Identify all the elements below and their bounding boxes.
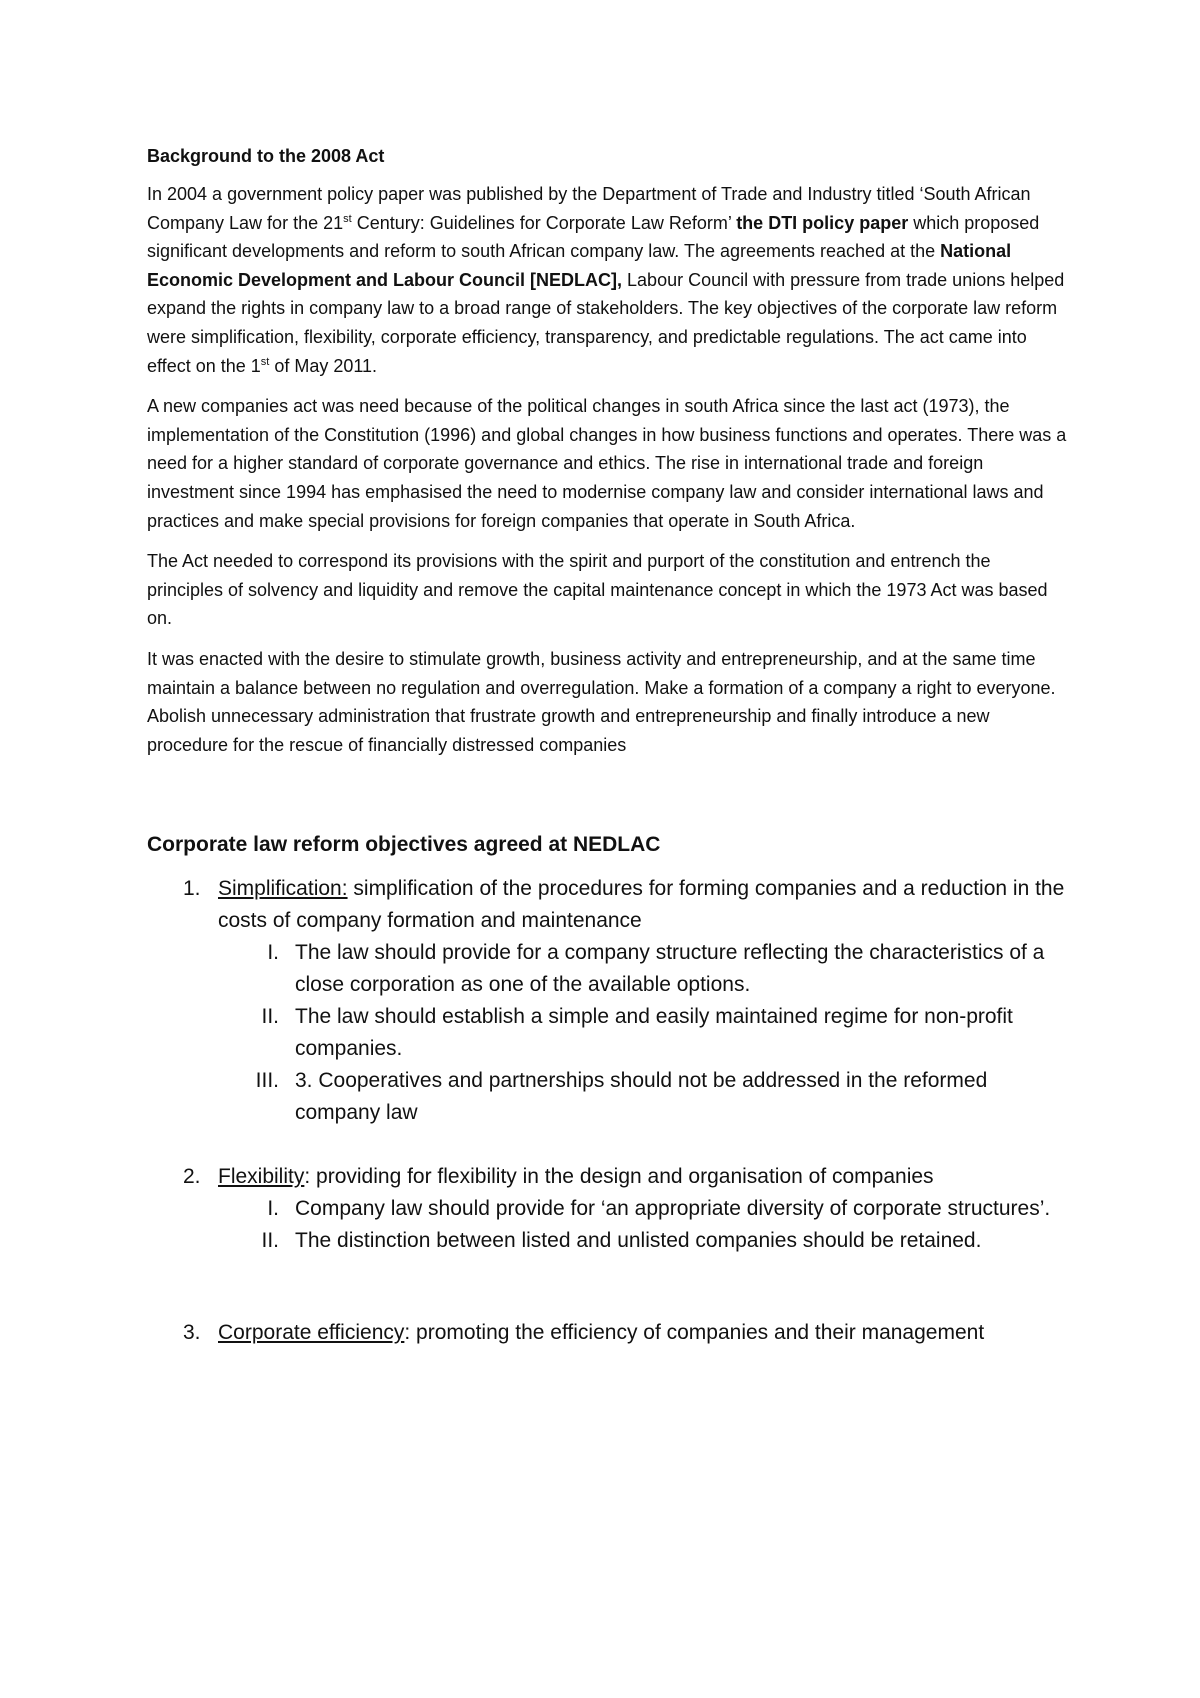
list-item: [147, 1317, 1067, 1349]
objectives-list: [147, 873, 1067, 1349]
sub-list-item-number: I.: [267, 941, 279, 965]
background-paragraph-2: A new companies act was need because of the political changes in south Africa since the last act (1973), the implementation of the Constitution (1996) and global changes in how business functions and operates. There was a need for a higher standard of corporate governance and ethics. The rise in international trade and foreign investment since 1994 has emphasised the need to modernise company law and consider international laws and practices and make special provisions for foreign companies that operate in South Africa.: [147, 396, 1067, 531]
document-page: [147, 144, 1067, 1349]
p1-text-a: In 2004 a government policy paper was published by the Department of Trade and Industry titled ‘South African Company Law for the 21: [147, 184, 1031, 233]
background-heading: Background to the 2008 Act: [147, 146, 385, 166]
list-item-term: Simplification:: [218, 877, 348, 901]
p1-text-c: which proposed significant developments and reform to south African company law. The agreements reached at the: [147, 212, 1040, 262]
sub-list-item: [147, 1225, 1067, 1257]
list-item-text: : providing for flexibility in the design and organisation of companies: [304, 1165, 934, 1189]
sub-list-item: [147, 937, 1067, 1001]
p1-text-e: of May 2011.: [269, 355, 378, 376]
spacer: [147, 1129, 1067, 1161]
p1-text-d: Labour Council with pressure from trade unions helped expand the rights in company law to a broad range of stakeholders. The key objectives of the corporate law reform were simplification, flexibility, corporate efficiency, transparency, and predictable regulations. The act came into effect on the 1: [147, 269, 1065, 376]
background-paragraph-1: [147, 180, 1067, 380]
list-item-text: simplification of the procedures for forming companies and a reduction in the costs of company formation and maintenance: [218, 877, 1065, 933]
p1-superscript-2: st: [260, 355, 270, 368]
sub-list-item: [147, 1001, 1067, 1065]
list-item-term: Corporate efficiency: [218, 1321, 405, 1345]
list-item-number: 2.: [183, 1165, 201, 1189]
sub-list-item-text: The law should establish a simple and easily maintained regime for non-profit companies.: [295, 1005, 1013, 1061]
sub-list-item: [147, 1193, 1067, 1225]
sub-list-item: [147, 1065, 1067, 1129]
sub-list-item-text: Company law should provide for ‘an appropriate diversity of corporate structures’.: [295, 1197, 1051, 1221]
list-item-text: : promoting the efficiency of companies and their management: [404, 1321, 985, 1345]
list-item: [147, 1161, 1067, 1193]
list-item: [147, 873, 1067, 937]
p1-bold-nedlac: National Economic Development and Labour Council [NEDLAC],: [147, 241, 1012, 290]
p1-text-b: Century: Guidelines for Corporate Law Reform’: [351, 212, 737, 233]
list-item-term: Flexibility: [218, 1165, 305, 1189]
sub-list-item-text: The law should provide for a company structure reflecting the characteristics of a close corporation as one of the available options.: [295, 941, 1045, 997]
sub-list-item-text: The distinction between listed and unlisted companies should be retained.: [295, 1229, 982, 1253]
p1-bold-dti-policy-paper: the DTI policy paper: [736, 212, 909, 233]
background-paragraph-4: It was enacted with the desire to stimulate growth, business activity and entrepreneurship, and at the same time maintain a balance between no regulation and overregulation. Make a formation of a company a right to everyone. Abolish unnecessary administration that frustrate growth and entrepreneurship and finally introduce a new procedure for the rescue of financially distressed companies: [147, 648, 1056, 755]
sub-list-item-number: II.: [261, 1229, 279, 1253]
objectives-heading: Corporate law reform objectives agreed at NEDLAC: [147, 833, 661, 857]
background-paragraph-3: The Act needed to correspond its provisions with the spirit and purport of the constitution and entrench the principles of solvency and liquidity and remove the capital maintenance concept in which the 1973 Act was based on.: [147, 551, 1048, 629]
sub-list-item-number: II.: [261, 1005, 279, 1029]
sub-list-item-number: I.: [267, 1197, 279, 1221]
list-item-number: 3.: [183, 1321, 201, 1345]
list-item-number: 1.: [183, 877, 201, 901]
spacer: [147, 1257, 1067, 1317]
sub-list-item-text: 3. Cooperatives and partnerships should not be addressed in the reformed company law: [295, 1069, 988, 1125]
sub-list-item-number: III.: [255, 1069, 279, 1093]
p1-superscript-1: st: [343, 212, 352, 225]
